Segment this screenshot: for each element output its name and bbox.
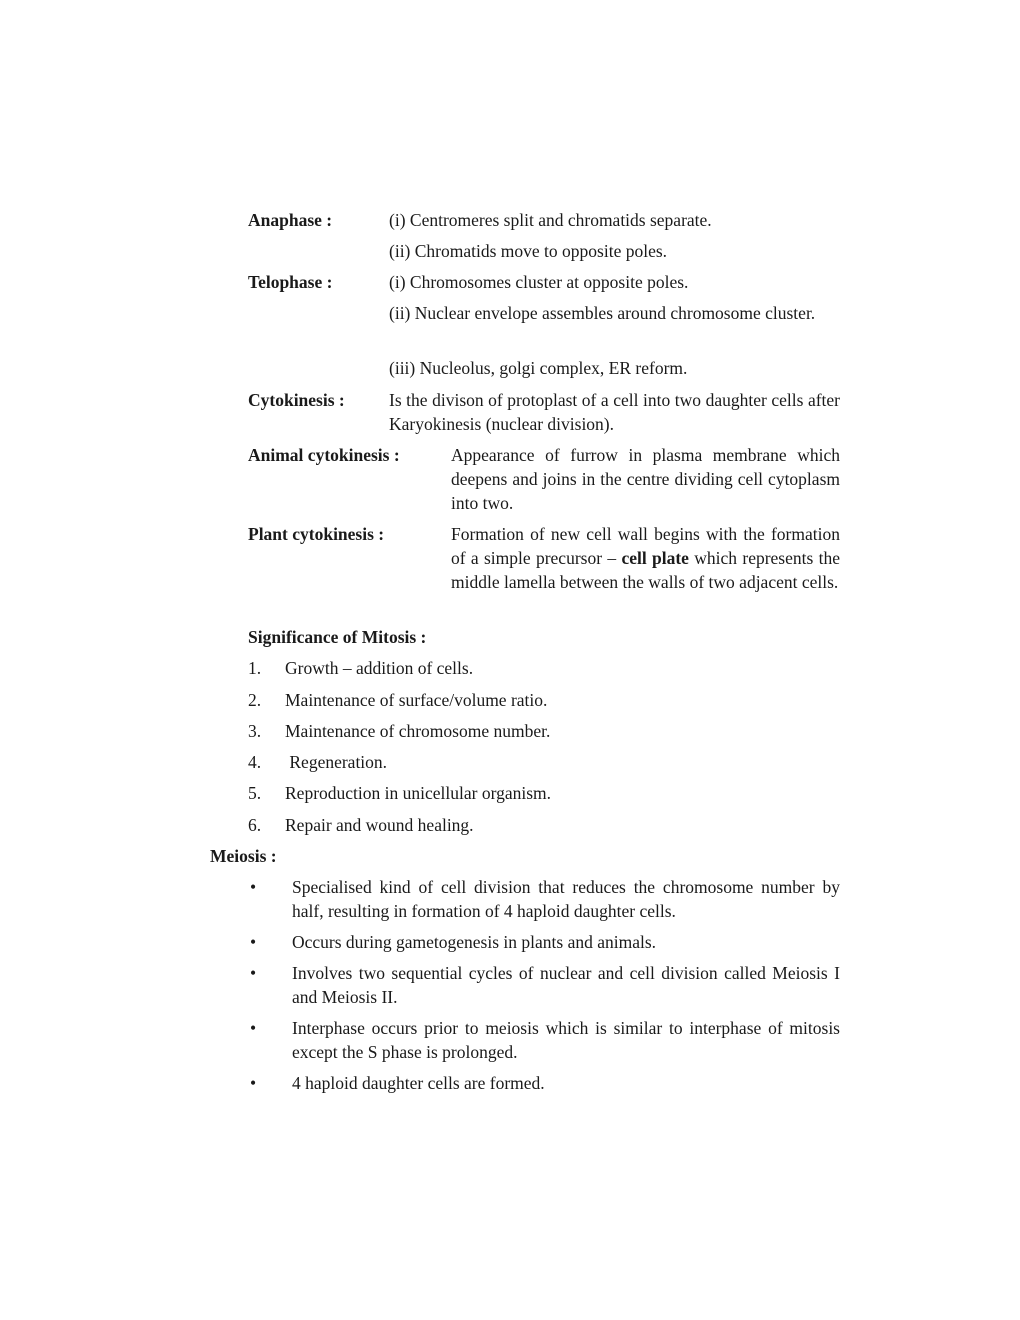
meiosis-point-2: Occurs during gametogenesis in plants and animals.	[292, 932, 657, 952]
meiosis-point-5: 4 haploid daughter cells are formed.	[292, 1073, 545, 1093]
significance-heading: Significance of Mitosis :	[248, 627, 427, 647]
bullet-icon: •	[250, 932, 257, 952]
telophase-term: Telophase :	[248, 272, 333, 292]
meiosis-point-4: Interphase occurs prior to meiosis which is similar to interphase of mitosis except the S phase is prolonged.	[292, 1018, 840, 1062]
cell-plate-term: cell plate	[621, 548, 689, 568]
bullet-icon: •	[250, 1073, 257, 1093]
telophase-point-3: (iii) Nucleolus, golgi complex, ER reform.	[389, 358, 688, 378]
plant-cytokinesis-definition	[451, 522, 840, 594]
significance-item: Reproduction in unicellular organism.	[285, 783, 552, 803]
significance-item: Regeneration.	[285, 752, 388, 772]
plant-cytokinesis-text-after: which represents the middle lamella between the walls of two adjacent cells.	[451, 548, 841, 592]
significance-number: 4.	[248, 752, 262, 772]
significance-item: Repair and wound healing.	[285, 815, 474, 835]
animal-cytokinesis-term: Animal cytokinesis :	[248, 445, 400, 465]
meiosis-point-3: Involves two sequential cycles of nuclear and cell division called Meiosis I and Meiosis II.	[292, 963, 840, 1007]
significance-number: 3.	[248, 721, 262, 741]
telophase-point-1: (i) Chromosomes cluster at opposite poles.	[389, 272, 689, 292]
anaphase-point-1: (i) Centromeres split and chromatids separate.	[389, 210, 712, 230]
significance-number: 2.	[248, 690, 262, 710]
significance-item: Maintenance of chromosome number.	[285, 721, 551, 741]
meiosis-heading: Meiosis :	[210, 846, 277, 866]
bullet-icon: •	[250, 963, 257, 983]
bullet-icon: •	[250, 877, 257, 897]
anaphase-point-2: (ii) Chromatids move to opposite poles.	[389, 241, 668, 261]
significance-number: 6.	[248, 815, 262, 835]
bullet-icon: •	[250, 1018, 257, 1038]
plant-cytokinesis-text-before: Formation of new cell wall begins with the formation of a simple precursor –	[451, 524, 840, 568]
cytokinesis-term: Cytokinesis :	[248, 390, 345, 410]
significance-item: Maintenance of surface/volume ratio.	[285, 690, 548, 710]
anaphase-term: Anaphase :	[248, 210, 333, 230]
significance-number: 1.	[248, 658, 262, 678]
animal-cytokinesis-definition: Appearance of furrow in plasma membrane which deepens and joins in the centre dividing cell cytoplasm into two.	[451, 445, 840, 513]
significance-number: 5.	[248, 783, 262, 803]
telophase-point-2: (ii) Nuclear envelope assembles around chromosome cluster.	[389, 303, 816, 323]
meiosis-point-1: Specialised kind of cell division that reduces the chromosome number by half, resulting in formation of 4 haploid daughter cells.	[292, 877, 840, 921]
significance-item: Growth – addition of cells.	[285, 658, 474, 678]
plant-cytokinesis-term: Plant cytokinesis :	[248, 524, 385, 544]
cytokinesis-definition: Is the divison of protoplast of a cell into two daughter cells after Karyokinesis (nuclear division).	[389, 390, 840, 434]
